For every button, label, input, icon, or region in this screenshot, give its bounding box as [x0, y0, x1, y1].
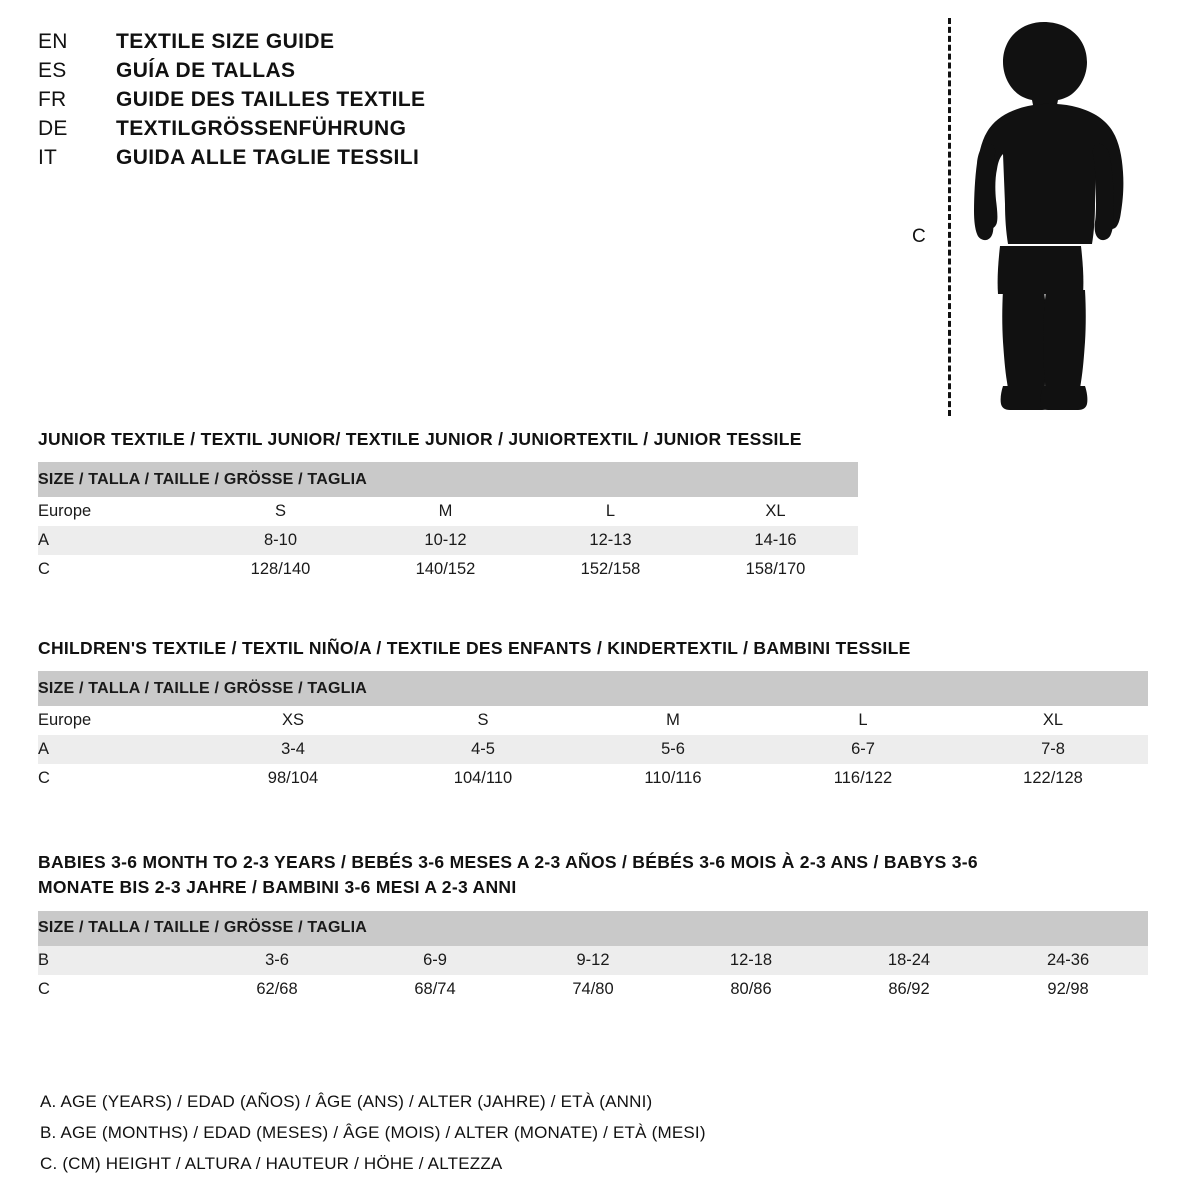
section-children-textile — [38, 636, 1163, 793]
cell-value: XL — [958, 706, 1148, 735]
cell-value: 62/68 — [198, 975, 356, 1004]
header-row — [38, 146, 578, 170]
cell-value: L — [768, 706, 958, 735]
cell-value: 140/152 — [363, 555, 528, 584]
cell-value: 5-6 — [578, 735, 768, 764]
cell-value: 12-18 — [672, 946, 830, 975]
legend-notes — [40, 1092, 1040, 1174]
header-row — [38, 30, 578, 54]
cell-value: 12-13 — [528, 526, 693, 555]
header-title-text: GUIDA ALLE TAGLIE TESSILI — [116, 146, 420, 169]
cell-value: 116/122 — [768, 764, 958, 793]
table-row — [38, 764, 1148, 793]
table-header-row — [38, 911, 1148, 946]
cell-value: 110/116 — [578, 764, 768, 793]
section-babies-textile — [38, 850, 1163, 1004]
cell-value: 24-36 — [988, 946, 1148, 975]
size-table-babies — [38, 911, 1148, 1004]
table-header-row — [38, 462, 858, 497]
cell-value: S — [388, 706, 578, 735]
legend-note-b: B. AGE (MONTHS) / EDAD (MESES) / ÂGE (MOIS) / ALTER (MONATE) / ETÀ (MESI) — [40, 1123, 706, 1142]
cell-value: 6-7 — [768, 735, 958, 764]
cell-value: 158/170 — [693, 555, 858, 584]
header-title-text: TEXTILE SIZE GUIDE — [116, 30, 335, 53]
cell-value: XS — [198, 706, 388, 735]
cell-value: 68/74 — [356, 975, 514, 1004]
cell-value: XL — [693, 497, 858, 526]
cell-value: 92/98 — [988, 975, 1148, 1004]
size-table-children — [38, 671, 1148, 793]
section-title: JUNIOR TEXTILE / TEXTIL JUNIOR/ TEXTILE JUNIOR / JUNIORTEXTIL / JUNIOR TESSILE — [38, 429, 802, 449]
cell-value: 152/158 — [528, 555, 693, 584]
cell-value: 7-8 — [958, 735, 1148, 764]
header-title-text: GUÍA DE TALLAS — [116, 59, 296, 82]
cell-value: 14-16 — [693, 526, 858, 555]
language-header — [38, 30, 578, 175]
header-lang-code: IT — [38, 146, 58, 169]
legend-note-c: C. (CM) HEIGHT / ALTURA / HAUTEUR / HÖHE / ALTEZZA — [40, 1154, 503, 1173]
table-row — [38, 946, 1148, 975]
header-title-text: TEXTILGRÖSSENFÜHRUNG — [116, 117, 407, 140]
header-row — [38, 59, 578, 83]
row-label: A — [38, 526, 198, 555]
cell-value: M — [578, 706, 768, 735]
cell-value: 74/80 — [514, 975, 672, 1004]
cell-value: M — [363, 497, 528, 526]
table-row — [38, 735, 1148, 764]
cell-value: 104/110 — [388, 764, 578, 793]
row-label: C — [38, 555, 198, 584]
header-lang-code: DE — [38, 117, 68, 140]
section-junior-textile — [38, 427, 1163, 584]
section-title: BABIES 3-6 MONTH TO 2-3 YEARS / BEBÉS 3-6 MESES A 2-3 AÑOS / BÉBÉS 3-6 MOIS À 2-3 ANS / BABYS 3-6 MONATE BIS 2-3 JAHRE / BAMBINI 3-6 MESI A 2-3 ANNI — [38, 852, 978, 898]
cell-value: 86/92 — [830, 975, 988, 1004]
section-title: CHILDREN'S TEXTILE / TEXTIL NIÑO/A / TEXTILE DES ENFANTS / KINDERTEXTIL / BAMBINI TESSILE — [38, 638, 911, 658]
table-header-label: SIZE / TALLA / TAILLE / GRÖSSE / TAGLIA — [38, 671, 1148, 706]
child-silhouette-icon — [940, 14, 1140, 414]
cell-value: 122/128 — [958, 764, 1148, 793]
size-table-junior — [38, 462, 858, 584]
row-label: A — [38, 735, 198, 764]
table-row — [38, 975, 1148, 1004]
cell-value: 9-12 — [514, 946, 672, 975]
cell-value: 98/104 — [198, 764, 388, 793]
cell-value: 80/86 — [672, 975, 830, 1004]
table-row — [38, 706, 1148, 735]
table-header-row — [38, 671, 1148, 706]
legend-note-a: A. AGE (YEARS) / EDAD (AÑOS) / ÂGE (ANS) / ALTER (JAHRE) / ETÀ (ANNI) — [40, 1092, 653, 1111]
row-label: C — [38, 975, 198, 1004]
cell-value: 6-9 — [356, 946, 514, 975]
header-row — [38, 88, 578, 112]
header-title-text: GUIDE DES TAILLES TEXTILE — [116, 88, 426, 111]
row-label: B — [38, 946, 198, 975]
cell-value: S — [198, 497, 363, 526]
cell-value: 3-4 — [198, 735, 388, 764]
header-lang-code: FR — [38, 88, 67, 111]
table-header-label: SIZE / TALLA / TAILLE / GRÖSSE / TAGLIA — [38, 462, 858, 497]
cell-value: 10-12 — [363, 526, 528, 555]
table-header-label: SIZE / TALLA / TAILLE / GRÖSSE / TAGLIA — [38, 911, 1148, 946]
cell-value: 4-5 — [388, 735, 578, 764]
table-row — [38, 555, 858, 584]
row-label: Europe — [38, 497, 198, 526]
cell-value: 8-10 — [198, 526, 363, 555]
table-row — [38, 497, 858, 526]
header-lang-code: EN — [38, 30, 68, 53]
cell-value: 128/140 — [198, 555, 363, 584]
row-label: C — [38, 764, 198, 793]
cell-value: 3-6 — [198, 946, 356, 975]
cell-value: 18-24 — [830, 946, 988, 975]
header-row — [38, 117, 578, 141]
table-row — [38, 526, 858, 555]
header-lang-code: ES — [38, 59, 67, 82]
row-label: Europe — [38, 706, 198, 735]
cell-value: L — [528, 497, 693, 526]
height-measure-figure — [900, 10, 1160, 420]
measure-label-c: C — [912, 226, 926, 247]
